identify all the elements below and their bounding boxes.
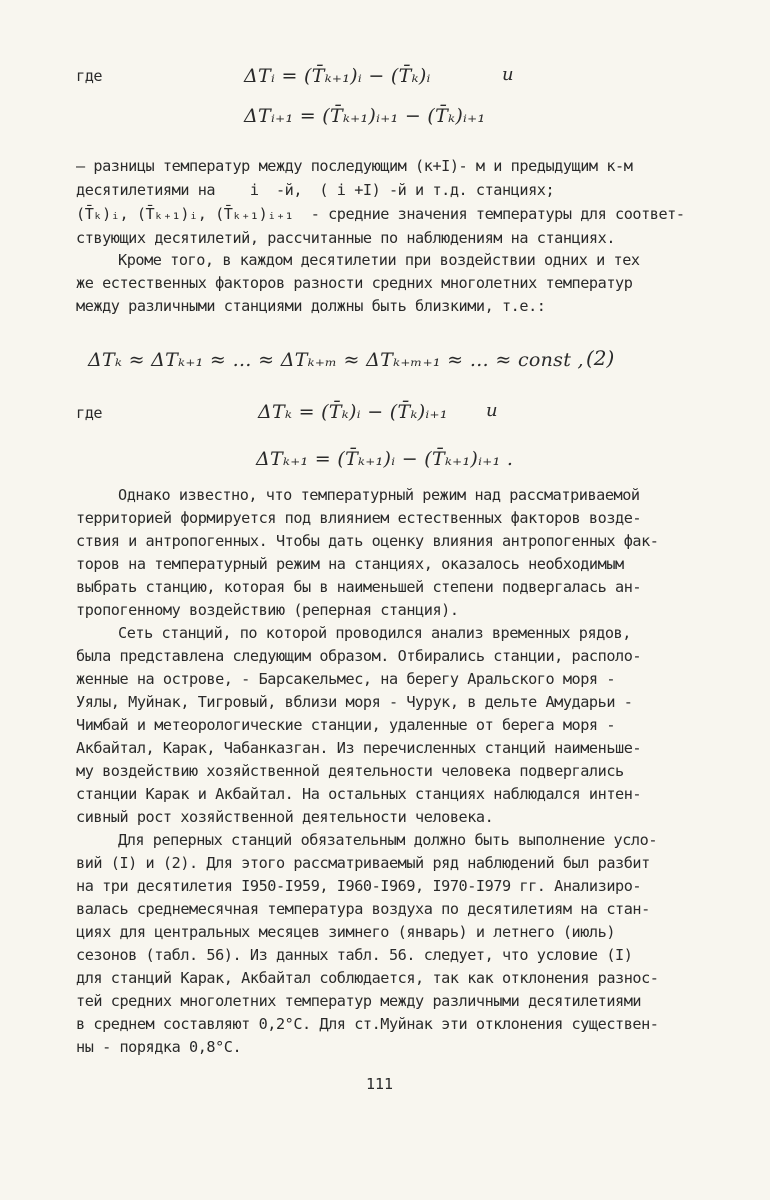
para1-line-1: – разницы температур между последующим (к+I)- м и предыдущим к-м bbox=[76, 157, 633, 175]
para5-line-7: для станций Карак, Акбайтал соблюдается, так как отклонения разнос- bbox=[76, 969, 659, 987]
para2-line-2: же естественных факторов разности средних многолетних температур bbox=[76, 274, 633, 292]
formula-const: ΔTₖ ≈ ΔTₖ₊₁ ≈ … ≈ ΔTₖ₊ₘ ≈ ΔTₖ₊ₘ₊₁ ≈ … ≈ const , bbox=[88, 349, 584, 371]
page-number: 111 bbox=[366, 1075, 394, 1093]
para5-line-4: валась среднемесячная температура воздуха по десятилетиям на стан- bbox=[76, 900, 650, 918]
para4-line-4: Уялы, Муйнак, Тигровый, вблизи моря - Чурук, в дельте Амударьи - bbox=[76, 693, 633, 711]
para4-line-7: му воздействию хозяйственной деятельности человека подвергались bbox=[76, 762, 624, 780]
para5-line-5: циях для центральных месяцев зимнего (январь) и летнего (июль) bbox=[76, 923, 616, 941]
para1-line-2: десятилетиями на i -й, ( i +I) -й и т.д. станциях; bbox=[76, 181, 555, 199]
formula-delta-t-i: ΔTᵢ = (T̄ₖ₊₁)ᵢ − (T̄ₖ)ᵢ bbox=[244, 65, 431, 87]
para3-line-2: территорией формируется под влиянием естественных факторов возде- bbox=[76, 509, 642, 527]
para5-line-3: на три десятилетия I950-I959, I960-I969, I970-I979 гг. Анализиро- bbox=[76, 877, 642, 895]
para3-line-4: торов на температурный режим на станциях, оказалось необходимым bbox=[76, 555, 624, 573]
para5-line-9: в среднем составляют 0,2°С. Для ст.Муйнак эти отклонения существен- bbox=[76, 1015, 659, 1033]
para4-line-8: станции Карак и Акбайтал. На остальных станциях наблюдался интен- bbox=[76, 785, 642, 803]
where-label-2: где bbox=[76, 404, 103, 422]
para5-line-2: вий (I) и (2). Для этого рассматриваемый ряд наблюдений был разбит bbox=[76, 854, 650, 872]
para4-line-2: была представлена следующим образом. Отбирались станции, располо- bbox=[76, 647, 642, 665]
para3-line-1: Однако известно, что температурный режим над рассматриваемой bbox=[118, 486, 640, 504]
para5-line-10: ны - порядка 0,8°С. bbox=[76, 1038, 242, 1056]
para5-line-1: Для реперных станций обязательным должно быть выполнение усло- bbox=[118, 831, 658, 849]
formula-delta-t-k: ΔTₖ = (T̄ₖ)ᵢ − (T̄ₖ)ᵢ₊₁ bbox=[258, 401, 448, 423]
and-word-1: и bbox=[502, 64, 514, 85]
para3-line-6: тропогенному воздействию (реперная станция). bbox=[76, 601, 459, 619]
para4-line-6: Акбайтал, Карак, Чабанказган. Из перечисленных станций наименьше- bbox=[76, 739, 642, 757]
where-label-1: где bbox=[76, 67, 103, 85]
para4-line-9: сивный рост хозяйственной деятельности человека. bbox=[76, 808, 494, 826]
and-word-2: и bbox=[486, 400, 498, 421]
formula-delta-t-k-plus-1: ΔTₖ₊₁ = (T̄ₖ₊₁)ᵢ − (T̄ₖ₊₁)ᵢ₊₁ . bbox=[256, 448, 514, 470]
para4-line-3: женные на острове, - Барсакельмес, на берегу Аральского моря - bbox=[76, 670, 616, 688]
para1-line-3: (T̄ₖ)ᵢ, (T̄ₖ₊₁)ᵢ, (T̄ₖ₊₁)ᵢ₊₁ - средние значения температуры для соответ- bbox=[76, 205, 685, 223]
equation-number-2: (2) bbox=[586, 346, 615, 370]
formula-delta-t-i-plus-1: ΔTᵢ₊₁ = (T̄ₖ₊₁)ᵢ₊₁ − (T̄ₖ)ᵢ₊₁ bbox=[244, 105, 486, 127]
para1-line-4: ствующих десятилетий, рассчитанные по наблюдениям на станциях. bbox=[76, 229, 616, 247]
para2-line-1: Кроме того, в каждом десятилетии при воздействии одних и тех bbox=[118, 251, 640, 269]
para3-line-3: ствия и антропогенных. Чтобы дать оценку влияния антропогенных фак- bbox=[76, 532, 659, 550]
para4-line-5: Чимбай и метеорологические станции, удаленные от берега моря - bbox=[76, 716, 616, 734]
para5-line-8: тей средних многолетних температур между различными десятилетиями bbox=[76, 992, 642, 1010]
para5-line-6: сезонов (табл. 56). Из данных табл. 56. следует, что условие (I) bbox=[76, 946, 633, 964]
para2-line-3: между различными станциями должны быть близкими, т.е.: bbox=[76, 297, 546, 315]
para4-line-1: Сеть станций, по которой проводился анализ временных рядов, bbox=[118, 624, 631, 642]
para3-line-5: выбрать станцию, которая бы в наименьшей степени подвергалась ан- bbox=[76, 578, 642, 596]
